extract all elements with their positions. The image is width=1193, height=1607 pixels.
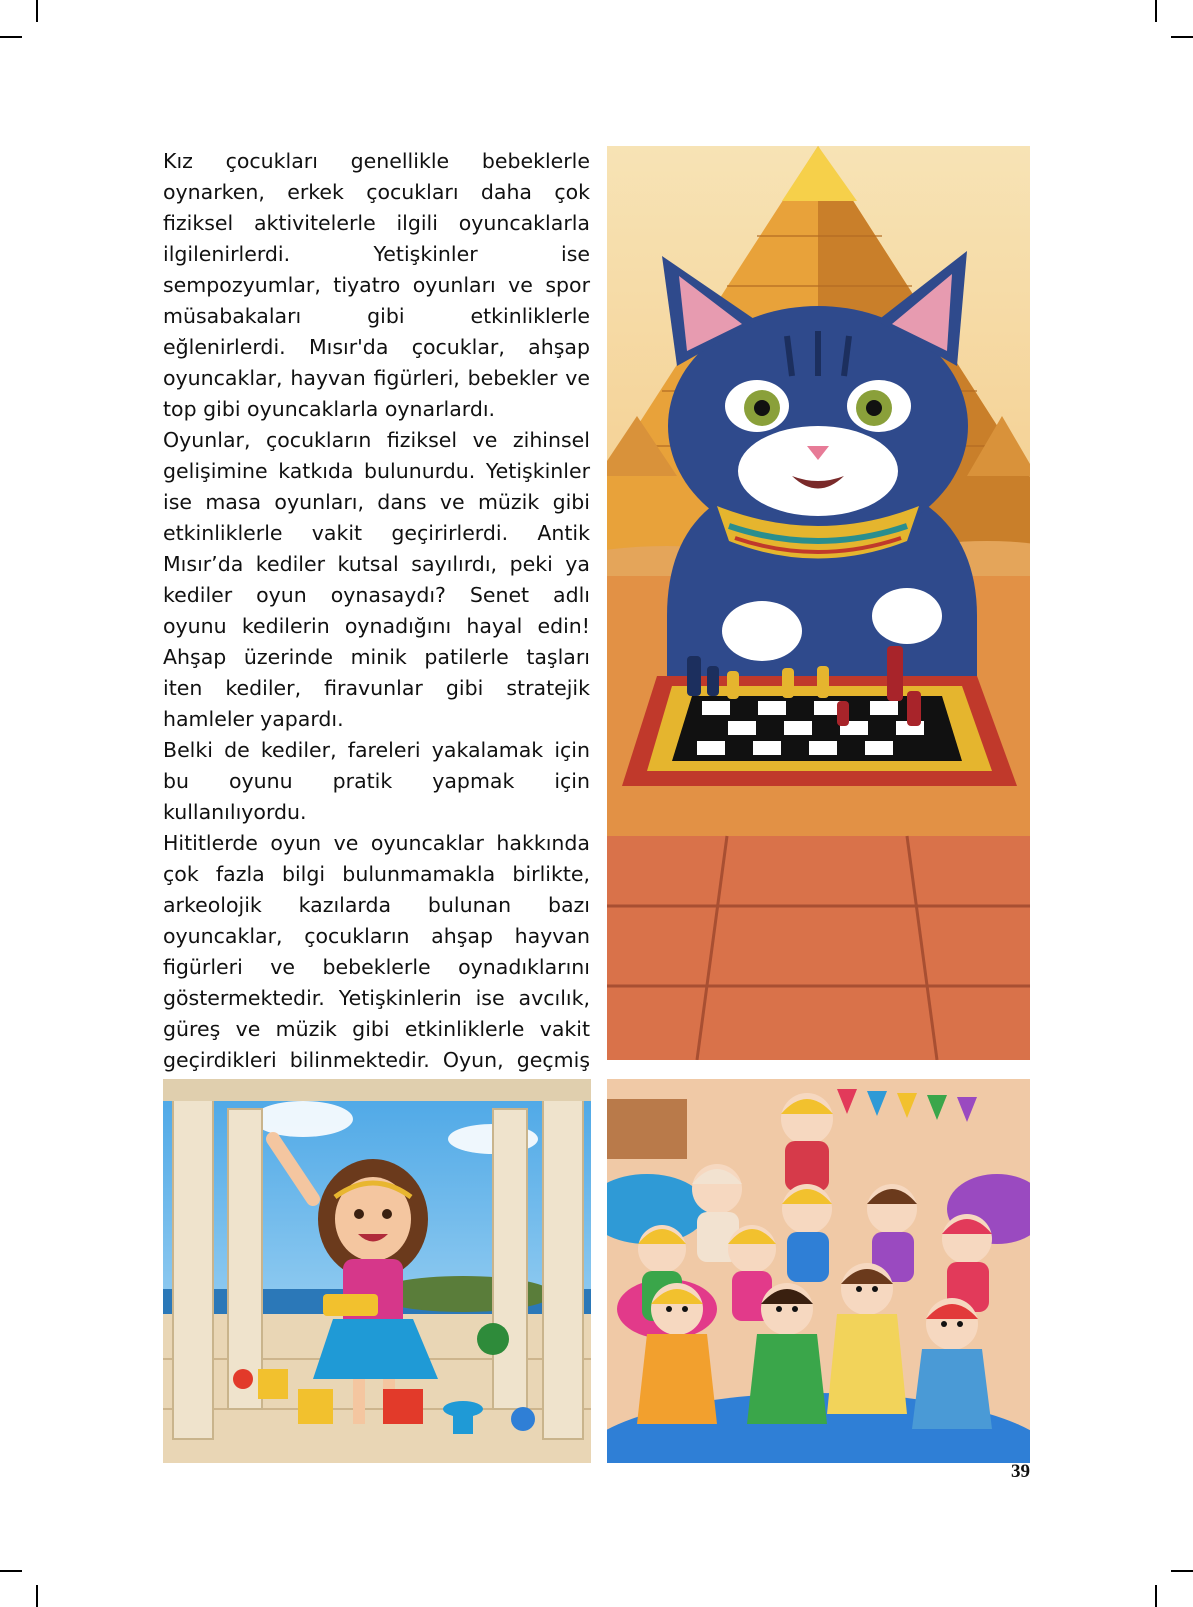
page-number: 39 (1011, 1461, 1030, 1482)
paragraph: Kız çocukları genellikle bebeklerle oynarken, erkek çocukları daha çok fiziksel aktivitelerle ilgili oyuncaklarla ilgilenirlerdi. Yetişkinler ise sempozyumlar, tiyatro oyunları ve spor müsabakaları gibi etkinliklerle eğlenirlerdi. Mısır'da çocuklar, ahşap oyuncaklar, hayvan figürleri, bebekler ve top gibi oyuncaklarla oynarlardı. (163, 149, 590, 421)
girl-toys-illustration (163, 1079, 591, 1463)
crop-mark (0, 36, 22, 38)
crop-mark (36, 1585, 38, 1607)
paragraph: Oyunlar, çocukların fiziksel ve zihinsel gelişimine katkıda bulunurdu. Yetişkinler ise masa oyunları, dans ve müzik gibi etkinliklerle vakit geçirirlerdi. Antik Mısır’da kediler kutsal sayılırdı, peki ya kediler oyun oynasaydı? Senet adlı oyunu kedilerin oynadığını hayal edin! Ahşap üzerinde minik patilerle taşları iten kediler, firavunlar gibi stratejik hamleler yapardı. (163, 428, 590, 731)
paragraph: Hititlerde oyun ve oyuncaklar hakkında çok fazla bilgi bulunmamakla birlikte, arkeolojik kazılarda bulunan bazı oyuncaklar, çocukların ahşap hayvan figürleri ve bebeklerle oynadıklarını göstermektedir. Yetişkinlerin ise avcılık, güreş ve müzik gibi etkinliklerle vakit geçirdikleri bilinmektedir. Oyun, geçmiş (163, 831, 590, 1072)
crop-mark (36, 0, 38, 22)
crop-mark (0, 1570, 22, 1572)
paragraph: Belki de kediler, fareleri yakalamak için bu oyunu pratik yapmak için kullanılıyordu. (163, 738, 590, 824)
crop-mark (1155, 1585, 1157, 1607)
crop-mark (1171, 36, 1193, 38)
crop-mark (1155, 0, 1157, 22)
crop-mark (1171, 1570, 1193, 1572)
rag-dolls-illustration (607, 1079, 1030, 1463)
body-text (163, 146, 590, 1138)
cat-chess-illustration (607, 146, 1030, 1060)
